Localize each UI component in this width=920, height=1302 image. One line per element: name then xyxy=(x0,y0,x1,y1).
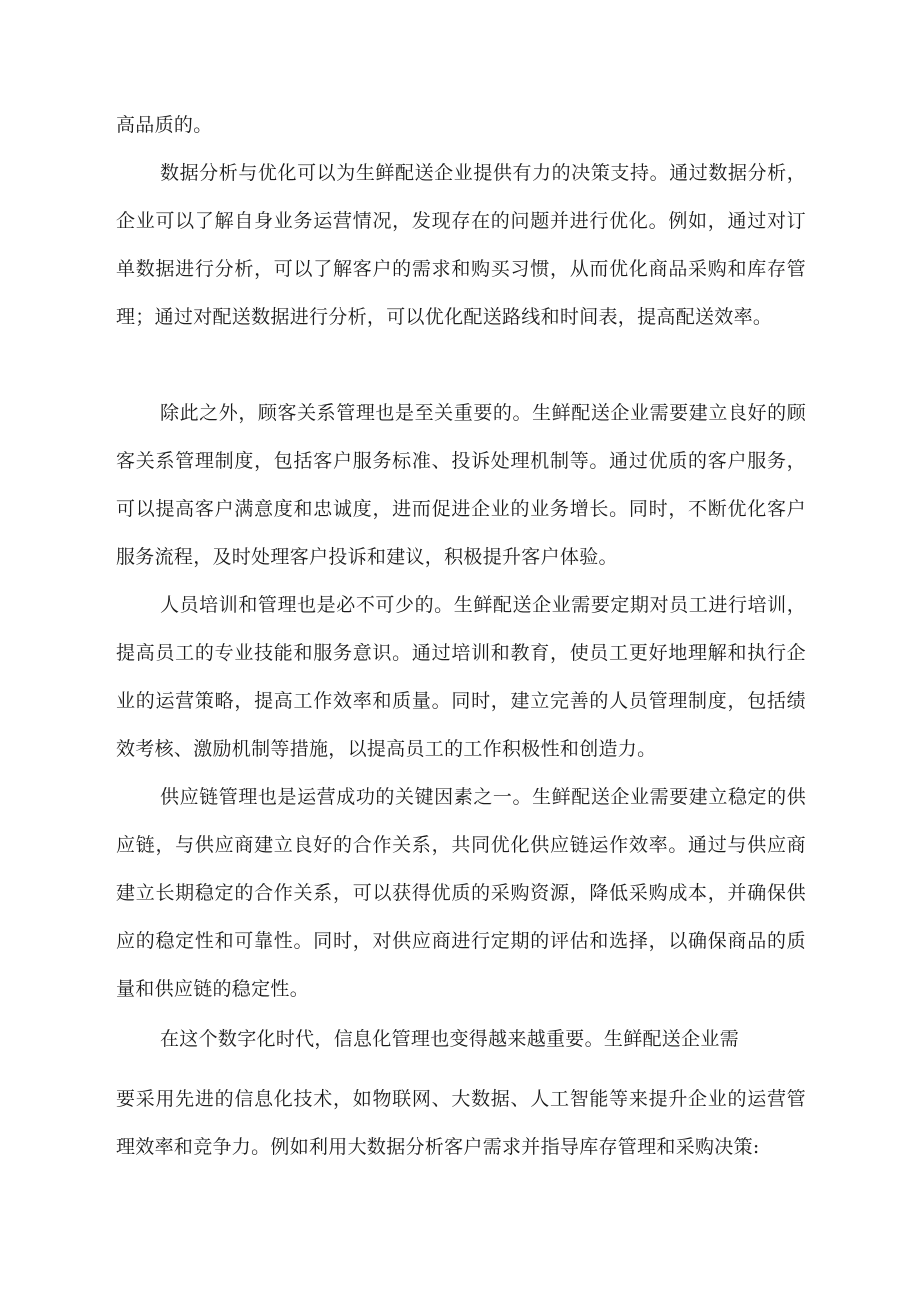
paragraph-supply-chain: 供应链管理也是运营成功的关键因素之一。生鲜配送企业需要建立稳定的供应链，与供应商建立良好的合作关系，共同优化供应链运作效率。通过与供应商建立长期稳定的合作关系，可以获得优质的采购资源，降低采购成本，并确保供应的稳定性和可靠性。同时，对供应商进行定期的评估和选择，以确保商品的质量和供应链的稳定性。 xyxy=(116,786,806,1000)
paragraph-data-analysis: 数据分析与优化可以为生鲜配送企业提供有力的决策支持。通过数据分析，企业可以了解自身业务运营情况，发现存在的问题并进行优化。例如，通过对订单数据进行分析，可以了解客户的需求和购买习惯，从而优化商品采购和库存管理；通过对配送数据进行分析，可以优化配送路线和时间表，提高配送效率。 xyxy=(116,162,806,328)
paragraph-customer-relations: 除此之外，顾客关系管理也是至关重要的。生鲜配送企业需要建立良好的顾客关系管理制度，包括客户服务标准、投诉处理机制等。通过优质的客户服务，可以提高客户满意度和忠诚度，进而促进企业的业务增长。同时，不断优化客户服务流程，及时处理客户投诉和建议，积极提升客户体验。 xyxy=(116,402,806,568)
paragraph-information-management: 在这个数字化时代，信息化管理也变得越来越重要。生鲜配送企业需 xyxy=(160,1028,740,1050)
paragraph-staff-training: 人员培训和管理也是必不可少的。生鲜配送企业需要定期对员工进行培训，提高员工的专业技能和服务意识。通过培训和教育，使员工更好地理解和执行企业的运营策略，提高工作效率和质量。同时，建立完善的人员管理制度，包括绩效考核、激励机制等措施，以提高员工的工作积极性和创造力。 xyxy=(116,594,806,760)
paragraph-continuation: 高品质的。 xyxy=(116,114,213,136)
paragraph-information-technology: 要采用先进的信息化技术，如物联网、大数据、人工智能等来提升企业的运营管理效率和竞争力。例如利用大数据分析客户需求并指导库存管理和采购决策: xyxy=(116,1088,806,1158)
